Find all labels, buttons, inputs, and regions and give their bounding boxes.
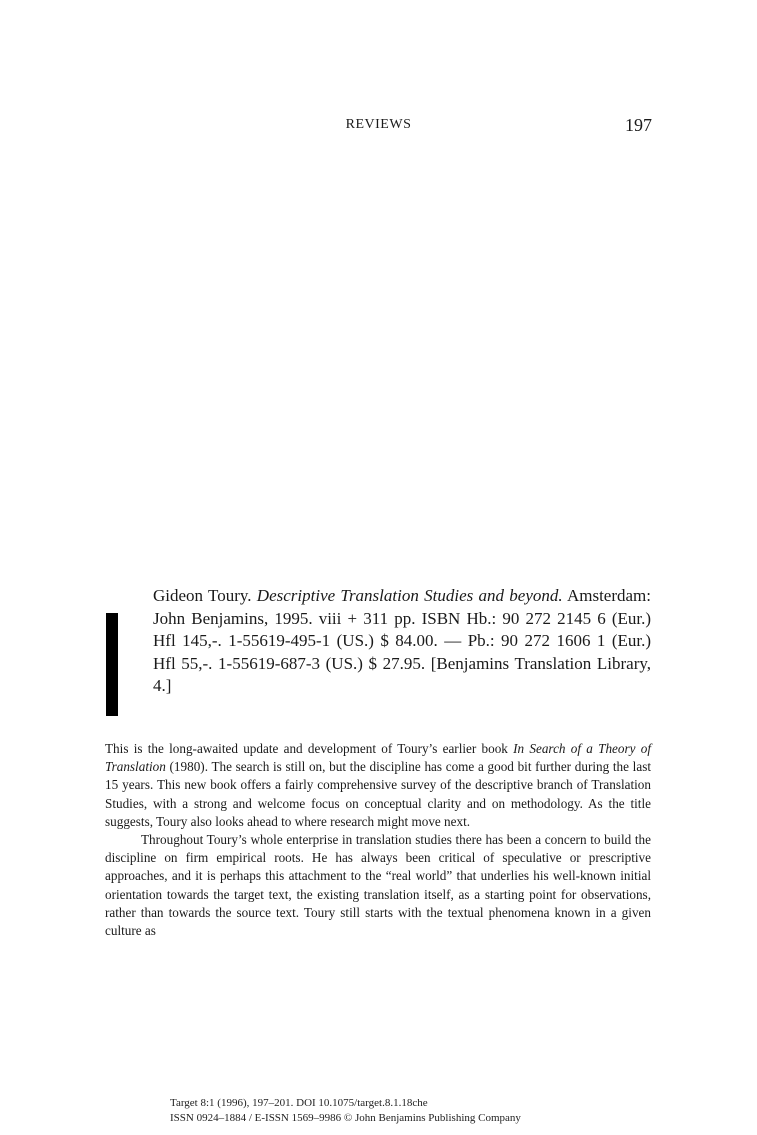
publication-footer xyxy=(170,1096,650,1125)
body-paragraph-2: Throughout Toury’s whole enterprise in translation studies there has been a concern to build the discipline on firm empirical roots. He has always been critical of speculative or prescriptive approaches, and it is perhaps this attachment to the “real world” that underlies his well-known initial orientation towards the target text, the existing translation itself, as a starting point for observations, rather than towards the source text. Toury still starts with the textual phenomena known in a given culture as xyxy=(105,832,651,939)
margin-bar xyxy=(106,613,118,716)
review-body xyxy=(105,740,651,940)
p1-book-title: In Search of a Theory of Translation xyxy=(105,741,651,775)
citation-details: Amsterdam: John Benjamins, 1995. viii + 311 pp. ISBN Hb.: 90 272 2145 6 (Eur.) Hfl 145,-. 1-55619-495-1 (US.) $ 84.00. — Pb.: 90 272 1606 1 (Eur.) Hfl 55,-. 1-55619-687-3 (US.) $ 27.95. [Benjamins Translation Library, 4.] xyxy=(153,586,652,696)
p1-text-before: This is the long-awaited update and development of Toury’s earlier book xyxy=(105,741,514,756)
running-head: REVIEWS xyxy=(345,117,412,132)
citation-book-title: Descriptive Translation Studies and beyond. xyxy=(256,586,563,605)
review-citation xyxy=(153,585,651,698)
citation-author: Gideon Toury. xyxy=(153,586,252,605)
footer-issn-line: ISSN 0924–1884 / E-ISSN 1569–9986 © John Benjamins Publishing Company xyxy=(170,1111,521,1124)
body-paragraph-1 xyxy=(105,740,651,831)
footer-citation-line: Target 8:1 (1996), 197–201. DOI 10.1075/target.8.1.18che xyxy=(170,1097,428,1109)
p1-text-after: (1980). The search is still on, but the discipline has come a good bit further during the last 15 years. This new book offers a fairly comprehensive survey of the descriptive branch of Translation Studies, with a strong and welcome focus on conceptual clarity and on methodology. As the title suggests, Toury also looks ahead to where research might move next. xyxy=(105,759,651,829)
page-number: 197 xyxy=(625,115,652,135)
